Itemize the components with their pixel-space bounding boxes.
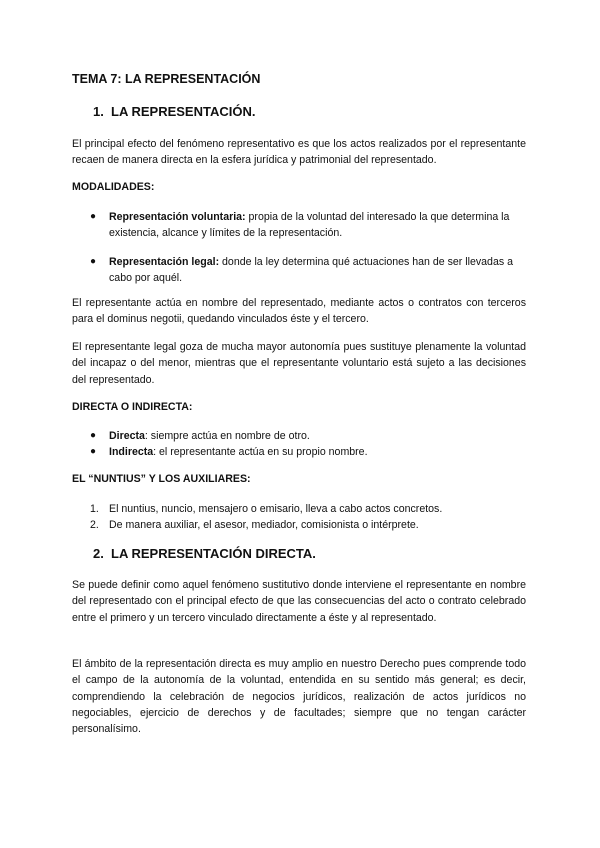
bullet-icon: ● <box>90 255 97 267</box>
section-2-heading <box>93 546 316 561</box>
bullet-icon: ● <box>90 446 97 458</box>
list-item-number: 2. <box>90 519 99 532</box>
bullet-icon: ● <box>90 430 97 441</box>
section-1-title: LA REPRESENTACIÓN. <box>111 104 256 119</box>
list-item-term: Directa <box>109 430 145 442</box>
list-item-text: donde la ley determina qué actuaciones han de ser llevadas a cabo por aquél. <box>109 255 513 284</box>
list-item <box>88 209 528 242</box>
modalidades-heading: MODALIDADES: <box>72 181 155 193</box>
section-1-intro: El principal efecto del fenómeno representativo es que los actos realizados por el representante recaen de manera directa en la esfera jurídica y patrimonial del representado. <box>72 138 526 167</box>
list-item <box>88 444 528 460</box>
list-item-text: propia de la voluntad del interesado la que determina la existencia, alcance y límites de la representación. <box>109 211 510 240</box>
list-item-text: : el representante actúa en su propio nombre. <box>153 446 368 459</box>
list-item-term: Indirecta <box>109 446 154 459</box>
list-item <box>88 501 528 517</box>
list-item-text: De manera auxiliar, el asesor, mediador, comisionista o intérprete. <box>109 519 419 532</box>
list-item-term: Representación voluntaria: <box>109 211 246 223</box>
modalidades-list <box>88 209 528 286</box>
nuntius-heading: EL “NUNTIUS” Y LOS AUXILIARES: <box>72 473 251 485</box>
list-item <box>88 517 528 533</box>
list-item <box>88 254 528 287</box>
section-2-paragraph-2: El ámbito de la representación directa es muy amplio en nuestro Derecho pues comprende todo el campo de la autonomía de la voluntad, entendida en su sentido más general; es decir, comprendiendo la celebración de negocios jurídicos, realización de actos jurídicos no negociables, ejercicio de derechos y de facultades; siempre que no tengan carácter personalísimo. <box>72 658 526 736</box>
section-1-paragraph-3: El representante legal goza de mucha mayor autonomía pues sustituye plenamente la voluntad del incapaz o del menor, mientras que el representante voluntario está sujeto a las decisiones del representado. <box>72 341 526 386</box>
list-item-text: El nuntius, nuncio, mensajero o emisario, lleva a cabo actos concretos. <box>109 503 443 515</box>
directa-heading: DIRECTA O INDIRECTA: <box>72 401 193 413</box>
list-item-text: : siempre actúa en nombre de otro. <box>144 430 310 442</box>
section-1-heading <box>93 104 255 119</box>
section-2-number: 2. <box>93 546 104 561</box>
list-item-number: 1. <box>90 503 99 515</box>
list-item <box>88 428 528 444</box>
directa-list <box>88 428 528 461</box>
section-1-number: 1. <box>93 104 104 119</box>
section-2-title: LA REPRESENTACIÓN DIRECTA. <box>111 546 316 561</box>
document-title: TEMA 7: LA REPRESENTACIÓN <box>72 72 261 86</box>
section-1-paragraph-2: El representante actúa en nombre del representado, mediante actos o contratos con terceros para el dominus negotii, quedando vinculados éste y el tercero. <box>72 297 526 326</box>
bullet-icon: ● <box>90 211 97 222</box>
list-item-term: Representación legal: <box>109 255 220 268</box>
section-2-paragraph-1: Se puede definir como aquel fenómeno sustitutivo donde interviene el representante en nombre del representado con el principal efecto de que las consecuencias del acto o contrato celebrado entre el primero y un tercero vinculado directamente a éste y al representado. <box>72 579 526 624</box>
nuntius-list <box>88 501 528 534</box>
